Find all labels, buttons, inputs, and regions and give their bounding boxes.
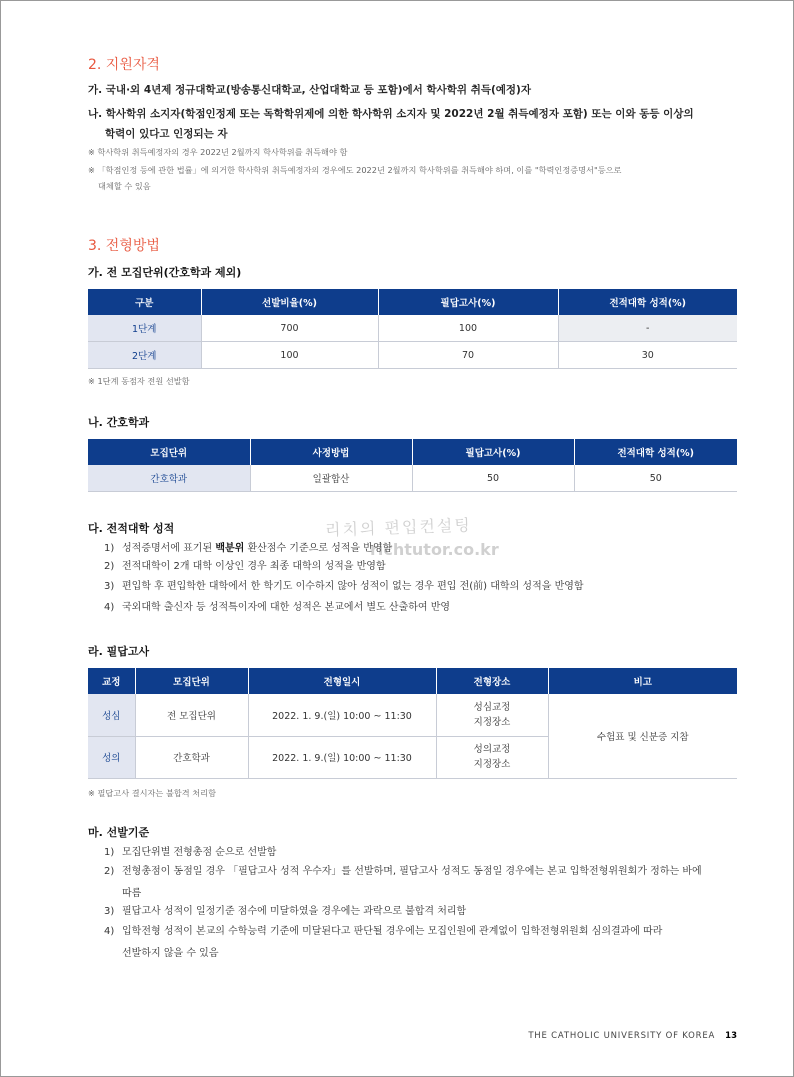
nursing-table bbox=[88, 439, 737, 492]
column-header: 전적대학 성적(%) bbox=[558, 289, 737, 315]
column-header: 전형장소 bbox=[436, 668, 548, 694]
list-item bbox=[104, 901, 744, 923]
list-item bbox=[104, 861, 744, 905]
list-number: 2) bbox=[104, 866, 115, 877]
exam-place: 지정장소 bbox=[473, 759, 511, 770]
column-header: 선발비율(%) bbox=[201, 289, 378, 315]
table-cell: 전 모집단위 bbox=[135, 694, 248, 736]
row-header: 1단계 bbox=[88, 315, 201, 342]
table-cell: 간호학과 bbox=[135, 736, 248, 778]
list-text: 전적대학이 2개 대학 이상인 경우 최종 대학의 성적을 반영함 bbox=[122, 561, 386, 572]
watermark-text: 리치의 편입컨설팅 bbox=[324, 515, 473, 540]
list-text-continued: 따름 bbox=[122, 888, 142, 899]
watermark-url: richtutor.co.kr bbox=[370, 540, 499, 559]
note-degree-deadline: ※ 학사학위 취득예정자의 경우 2022년 2월까지 학사학위를 취득해야 함 bbox=[88, 147, 348, 157]
column-header: 필답고사(%) bbox=[378, 289, 558, 315]
note-credit-law-line2: 대체할 수 있음 bbox=[98, 181, 151, 191]
note-credit-law-line1: ※ 「학점인정 등에 관한 법률」에 의거한 학사학위 취득예정자의 경우에도 2022년 2월까지 학사학위를 취득해야 하며, 이를 "학력인정증명서"등으로 bbox=[88, 165, 622, 175]
table-cell: 30 bbox=[558, 342, 737, 369]
column-header: 구분 bbox=[88, 289, 201, 315]
table-header-row bbox=[88, 439, 737, 465]
list-text: 편입학 후 편입학한 대학에서 한 학기도 이수하지 않아 성적이 없는 경우 편입 전(前) 대학의 성적을 반영함 bbox=[122, 581, 584, 592]
subsection-ra-title: 라. 필답고사 bbox=[88, 645, 150, 658]
page-footer bbox=[528, 1031, 737, 1041]
list-text: 환산점수 기준으로 성적을 반영함 bbox=[244, 543, 393, 554]
list-text: 국외대학 출신자 등 성적특이자에 대한 성적은 본교에서 별도 산출하여 반영 bbox=[122, 602, 451, 613]
table-cell bbox=[436, 694, 548, 736]
table-header-row bbox=[88, 289, 737, 315]
list-text-continued: 선발하지 않을 수 있음 bbox=[122, 948, 219, 959]
page-number: 13 bbox=[725, 1031, 737, 1041]
list-item bbox=[104, 597, 744, 619]
table-row bbox=[88, 342, 737, 369]
list-item bbox=[104, 556, 744, 578]
table-cell bbox=[436, 736, 548, 778]
list-number: 4) bbox=[104, 602, 115, 613]
column-header: 교정 bbox=[88, 668, 135, 694]
list-number: 3) bbox=[104, 906, 115, 917]
list-text: 필답고사 성적이 일정기준 점수에 미달하였을 경우에는 과락으로 불합격 처리함 bbox=[122, 906, 467, 917]
column-header: 비고 bbox=[548, 668, 737, 694]
column-header: 전형일시 bbox=[248, 668, 436, 694]
note-credit-law bbox=[88, 162, 748, 194]
list-number: 2) bbox=[104, 561, 115, 572]
row-header: 성심 bbox=[88, 694, 135, 736]
list-item bbox=[104, 576, 744, 598]
qualification-na-line1: 나. 학사학위 소지자(학점인정제 또는 독학학위제에 의한 학사학위 소지자 및 2022년 2월 취득예정자 포함) 또는 이와 동등 이상의 bbox=[88, 108, 694, 120]
list-number: 1) bbox=[104, 847, 115, 858]
exam-place: 지정장소 bbox=[473, 716, 511, 728]
written-exam-table bbox=[88, 668, 737, 779]
qualification-ga: 가. 국내·외 4년제 정규대학교(방송통신대학교, 산업대학교 등 포함)에서 학사학위 취득(예정)자 bbox=[88, 84, 532, 96]
table-cell: 50 bbox=[412, 465, 574, 492]
row-header: 성의 bbox=[88, 736, 135, 778]
row-header: 간호학과 bbox=[88, 465, 250, 492]
list-text: 전형총점이 동점일 경우 「필답고사 성적 우수자」를 선발하며, 필답고사 성적도 동점일 경우에는 본교 입학전형위원회가 정하는 바에 bbox=[122, 866, 702, 877]
table-cell: 2022. 1. 9.(일) 10:00 ~ 11:30 bbox=[248, 736, 436, 778]
section-2-title: 2. 지원자격 bbox=[88, 57, 160, 73]
table-cell: 2022. 1. 9.(일) 10:00 ~ 11:30 bbox=[248, 694, 436, 736]
list-text: 입학전형 성적이 본교의 수학능력 기준에 미달된다고 판단될 경우에는 모집인원에 관계없이 입학전형위원회 심의결과에 따라 bbox=[122, 926, 663, 937]
column-header: 모집단위 bbox=[135, 668, 248, 694]
list-number: 1) bbox=[104, 543, 115, 554]
table-row bbox=[88, 315, 737, 342]
column-header: 필답고사(%) bbox=[412, 439, 574, 465]
table-row bbox=[88, 465, 737, 492]
note-tie-stage1: ※ 1단계 동점자 전원 선발함 bbox=[88, 376, 190, 386]
table-header-row bbox=[88, 668, 737, 694]
table-cell: - bbox=[558, 315, 737, 342]
qualification-na-line2: 학력이 있다고 인정되는 자 bbox=[105, 128, 228, 140]
subsection-ma-title: 마. 선발기준 bbox=[88, 826, 150, 839]
row-header: 2단계 bbox=[88, 342, 201, 369]
table-cell: 70 bbox=[378, 342, 558, 369]
list-number: 4) bbox=[104, 926, 115, 937]
list-text-emphasis: 백분위 bbox=[215, 543, 245, 554]
list-number: 3) bbox=[104, 581, 115, 592]
list-text: 성적증명서에 표기된 bbox=[122, 543, 216, 554]
selection-ratio-table bbox=[88, 289, 737, 369]
column-header: 사정방법 bbox=[250, 439, 412, 465]
table-row bbox=[88, 694, 737, 736]
column-header: 모집단위 bbox=[88, 439, 250, 465]
column-header: 전적대학 성적(%) bbox=[574, 439, 737, 465]
subsection-da-title: 다. 전적대학 성적 bbox=[88, 522, 175, 535]
list-text: 모집단위별 전형총점 순으로 선발함 bbox=[122, 847, 277, 858]
subsection-ga-title: 가. 전 모집단위(간호학과 제외) bbox=[88, 266, 242, 279]
note-absentee: ※ 필답고사 결시자는 불합격 처리함 bbox=[88, 788, 216, 798]
remark-cell: 수험표 및 신분증 지참 bbox=[548, 694, 737, 778]
table-cell: 100 bbox=[378, 315, 558, 342]
table-cell: 50 bbox=[574, 465, 737, 492]
table-cell: 일괄합산 bbox=[250, 465, 412, 492]
exam-place: 성의교정 bbox=[473, 744, 511, 755]
section-3-title: 3. 전형방법 bbox=[88, 238, 160, 254]
table-cell: 700 bbox=[201, 315, 378, 342]
footer-org: THE CATHOLIC UNIVERSITY OF KOREA bbox=[528, 1031, 716, 1041]
list-item bbox=[104, 921, 744, 965]
exam-place: 성심교정 bbox=[473, 701, 511, 713]
table-cell: 100 bbox=[201, 342, 378, 369]
qualification-na bbox=[88, 104, 748, 144]
subsection-na-title: 나. 간호학과 bbox=[88, 416, 150, 429]
